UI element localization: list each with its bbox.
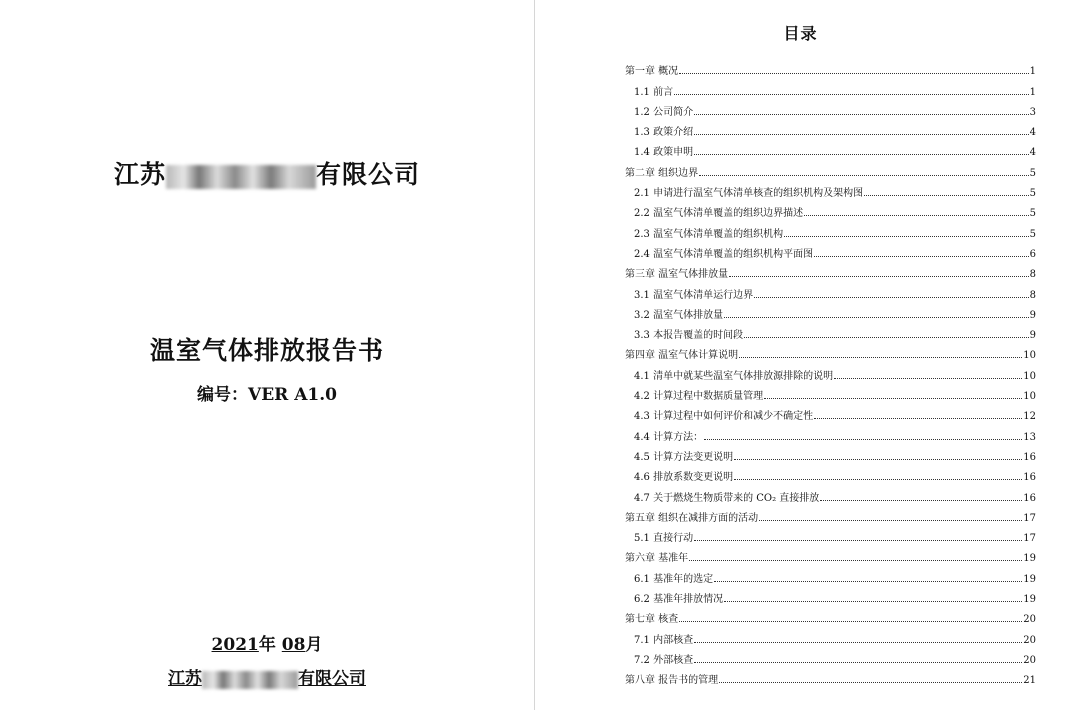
toc-entry[interactable]: [625, 585, 1036, 605]
toc-entry-page-number: 10: [1023, 370, 1036, 382]
toc-entry-page-number: 21: [1023, 675, 1036, 687]
toc-entry[interactable]: [625, 483, 1036, 503]
toc-entry-page-number: 13: [1023, 431, 1036, 443]
toc-entry[interactable]: [625, 138, 1036, 158]
toc-entry-page-number: 20: [1023, 614, 1036, 626]
report-title: 温室气体排放报告书: [149, 336, 384, 365]
toc-entry[interactable]: [625, 625, 1036, 645]
redacted-bottom-company-block: [202, 671, 298, 689]
toc-entry-label: 第四章 温室气体计算说明: [625, 350, 739, 362]
toc-dot-leader: [724, 601, 1022, 602]
toc-dot-leader: [814, 418, 1022, 419]
toc-entry-page-number: 1: [1029, 66, 1036, 78]
cover-company-name: [0, 155, 534, 191]
toc-entry-page-number: 5: [1029, 208, 1036, 220]
company-name-prefix: 江苏: [113, 160, 166, 189]
toc-entry-label: 第七章 核查: [625, 614, 679, 626]
toc-dot-leader: [694, 662, 1022, 663]
toc-dot-leader: [814, 256, 1029, 257]
toc-entry-page-number: 4: [1029, 127, 1036, 139]
toc-entry-label: 第五章 组织在减排方面的活动: [625, 512, 759, 524]
toc-entry-page-number: 19: [1023, 594, 1036, 606]
toc-entry-label: 第八章 报告书的管理: [625, 675, 719, 687]
toc-entry-label: 7.2 外部核查: [634, 654, 694, 666]
toc-entry[interactable]: [625, 280, 1036, 300]
date-year: 2021: [211, 635, 259, 655]
toc-entry[interactable]: [625, 260, 1036, 280]
toc-dot-leader: [694, 154, 1029, 155]
table-of-contents-page: [535, 0, 1066, 710]
toc-entry[interactable]: [625, 240, 1036, 260]
date-year-unit: 年: [258, 635, 276, 655]
toc-entry-page-number: 8: [1029, 269, 1036, 281]
toc-entry[interactable]: [625, 341, 1036, 361]
toc-entry-page-number: 9: [1029, 330, 1036, 342]
toc-dot-leader: [744, 337, 1029, 338]
toc-dot-leader: [679, 73, 1028, 74]
toc-entry-page-number: 17: [1023, 533, 1036, 545]
toc-entry-page-number: 10: [1023, 391, 1036, 403]
toc-entry-label: 2.1 申请进行温室气体清单核查的组织机构及架构图: [634, 188, 864, 200]
document-number: 编号：VER A1.0: [197, 385, 337, 405]
toc-entry-page-number: 5: [1029, 188, 1036, 200]
toc-entry[interactable]: [625, 158, 1036, 178]
toc-entry-page-number: 16: [1023, 472, 1036, 484]
toc-dot-leader: [694, 540, 1022, 541]
toc-dot-leader: [724, 317, 1029, 318]
toc-entry[interactable]: [625, 57, 1036, 77]
toc-entry[interactable]: [625, 98, 1036, 118]
toc-dot-leader: [754, 297, 1029, 298]
toc-entry[interactable]: [625, 301, 1036, 321]
toc-list: [625, 57, 1036, 686]
toc-entry[interactable]: [625, 605, 1036, 625]
toc-entry-label: 4.4 计算方法：: [634, 431, 704, 443]
date-month: 08: [281, 635, 306, 655]
toc-entry-page-number: 9: [1029, 309, 1036, 321]
toc-entry-label: 1.2 公司简介: [634, 106, 694, 118]
toc-dot-leader: [864, 195, 1029, 196]
toc-entry-page-number: 19: [1023, 553, 1036, 565]
toc-entry-label: 1.3 政策介绍: [634, 127, 694, 139]
toc-entry-page-number: 20: [1023, 634, 1036, 646]
toc-dot-leader: [689, 560, 1022, 561]
toc-entry-page-number: 12: [1023, 411, 1036, 423]
toc-dot-leader: [759, 520, 1022, 521]
bottom-company-suffix: 有限公司: [298, 669, 366, 689]
toc-entry[interactable]: [625, 199, 1036, 219]
cover-bottom-company-name: [0, 664, 534, 689]
toc-entry-label: 第六章 基准年: [625, 553, 689, 565]
toc-dot-leader: [784, 236, 1029, 237]
toc-dot-leader: [679, 621, 1022, 622]
toc-entry-page-number: 16: [1023, 492, 1036, 504]
toc-entry-page-number: 5: [1029, 167, 1036, 179]
toc-entry[interactable]: [625, 422, 1036, 442]
toc-entry[interactable]: [625, 77, 1036, 97]
company-name-suffix: 有限公司: [316, 160, 421, 189]
toc-entry[interactable]: [625, 219, 1036, 239]
toc-entry-label: 2.2 温室气体清单覆盖的组织边界描述: [634, 208, 804, 220]
toc-entry[interactable]: [625, 179, 1036, 199]
toc-entry-label: 4.5 计算方法变更说明: [634, 451, 734, 463]
toc-dot-leader: [704, 439, 1022, 440]
toc-entry[interactable]: [625, 321, 1036, 341]
toc-entry-page-number: 5: [1029, 228, 1036, 240]
toc-entry-page-number: 4: [1029, 147, 1036, 159]
toc-dot-leader: [834, 378, 1022, 379]
toc-entry[interactable]: [625, 118, 1036, 138]
toc-title: 目录: [783, 24, 818, 43]
date-month-unit: 月: [305, 635, 323, 655]
toc-dot-leader: [820, 500, 1022, 501]
toc-dot-leader: [719, 682, 1022, 683]
toc-entry-label: 第二章 组织边界: [625, 167, 699, 179]
toc-entry-page-number: 10: [1023, 350, 1036, 362]
toc-entry-page-number: 8: [1029, 289, 1036, 301]
toc-entry[interactable]: [625, 524, 1036, 544]
toc-entry[interactable]: [625, 504, 1036, 524]
toc-entry[interactable]: [625, 646, 1036, 666]
toc-dot-leader: [734, 459, 1022, 460]
toc-entry-page-number: 20: [1023, 654, 1036, 666]
toc-entry[interactable]: [625, 443, 1036, 463]
toc-entry-label: 第一章 概况: [625, 66, 679, 78]
toc-entry-page-number: 6: [1029, 248, 1036, 260]
toc-entry-label: 4.7 关于燃烧生物质带来的 CO₂ 直接排放: [634, 492, 820, 504]
report-date: [0, 630, 534, 655]
toc-entry-label: 2.4 温室气体清单覆盖的组织机构平面图: [634, 248, 814, 260]
toc-entry-label: 1.1 前言: [634, 86, 674, 98]
toc-entry[interactable]: [625, 463, 1036, 483]
redacted-company-name-block: [166, 165, 316, 189]
toc-dot-leader: [694, 642, 1022, 643]
toc-entry-label: 4.3 计算过程中如何评价和减少不确定性: [634, 411, 814, 423]
toc-entry[interactable]: [625, 402, 1036, 422]
toc-entry-label: 6.1 基准年的选定: [634, 573, 714, 585]
toc-entry-label: 2.3 温室气体清单覆盖的组织机构: [634, 228, 784, 240]
toc-entry-label: 7.1 内部核查: [634, 634, 694, 646]
toc-dot-leader: [729, 276, 1028, 277]
toc-entry[interactable]: [625, 564, 1036, 584]
toc-entry-page-number: 1: [1029, 86, 1036, 98]
toc-entry-label: 1.4 政策申明: [634, 147, 694, 159]
toc-dot-leader: [694, 134, 1029, 135]
toc-entry-label: 4.2 计算过程中数据质量管理: [634, 391, 764, 403]
toc-entry-label: 4.6 排放系数变更说明: [634, 472, 734, 484]
bottom-company-prefix: 江苏: [168, 669, 202, 689]
toc-entry[interactable]: [625, 382, 1036, 402]
toc-dot-leader: [734, 479, 1022, 480]
toc-entry-page-number: 16: [1023, 451, 1036, 463]
toc-entry-page-number: 17: [1023, 512, 1036, 524]
toc-entry-label: 5.1 直接行动: [634, 533, 694, 545]
toc-entry-page-number: 3: [1029, 106, 1036, 118]
toc-entry-label: 3.2 温室气体排放量: [634, 309, 724, 321]
toc-dot-leader: [804, 215, 1029, 216]
toc-dot-leader: [699, 175, 1028, 176]
toc-entry-label: 3.1 温室气体清单运行边界: [634, 289, 754, 301]
toc-dot-leader: [739, 357, 1022, 358]
toc-entry-label: 3.3 本报告覆盖的时间段: [634, 330, 744, 342]
toc-dot-leader: [764, 398, 1022, 399]
toc-entry[interactable]: [625, 544, 1036, 564]
toc-dot-leader: [694, 114, 1029, 115]
toc-dot-leader: [714, 581, 1022, 582]
toc-entry-label: 6.2 基准年排放情况: [634, 594, 724, 606]
toc-entry[interactable]: [625, 666, 1036, 686]
toc-entry-page-number: 19: [1023, 573, 1036, 585]
toc-entry-label: 第三章 温室气体排放量: [625, 269, 729, 281]
toc-entry-label: 4.1 清单中就某些温室气体排放源排除的说明: [634, 370, 834, 382]
toc-entry[interactable]: [625, 361, 1036, 381]
toc-dot-leader: [674, 94, 1029, 95]
